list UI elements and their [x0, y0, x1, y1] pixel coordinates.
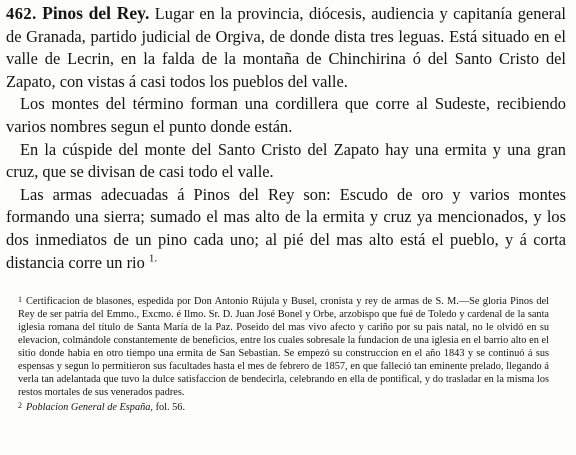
footnote-1-text: Certificacion de blasones, espedida por Don Antonio Rújula y Busel, cronista y rey de armas de S. M.—Se gloria Pinos del Rey de ser patria del Emmo., Excmo. é Ilmo. Sr. D. Juan José Bonel y Orbe, arzobispo que fué de Toledo y cardenal de la santa iglesia romana del título de Santa María de la Paz. Poseido del mas vivo afecto y cariño por su pais natal, no le olvidó en su elevacion, colmándole constantemente de beneficios, entre los cuales sobresale la fundacion de una iglesia en el barrio alto en el sitio donde habia en otro tiempo una ermita de San Sebastian. Se empezó su construccion en el año 1843 y se continuó á sus espensas y segun lo permitieron sus facultades hasta el mes de febrero de 1857, en que falleció tan eminente prelado, llegando á verla tan adelantada que tuvo la dulce satisfaccion de bendecirla, celebrando en ella de pontifical, y do trasladar en la misma los restos mortales de sus venerados padres. [18, 296, 549, 399]
footnote-1-mark: 1 [18, 295, 22, 304]
footnotes [18, 293, 549, 414]
entry-paragraph-4-text: Las armas adecuadas á Pinos del Rey son: Escudo de oro y varios montes formando una sierra; sumado el mas alto de la ermita y cruz ya mencionados, y los dos inmediatos de un pino cada uno; al pié del mas alto está el pueblo, y á corta distancia corre un rio [6, 184, 566, 272]
entry-number: 462. [6, 4, 37, 23]
entry-paragraph-1-text: Lugar en la provincia, diócesis, audiencia y capitanía general de Granada, partido judicial de Orgiva, de donde dista tres leguas. Está situado en el valle de Lecrin, en la falda de la montaña de Chinchirina ó del Santo Cristo del Zapato, con vistas á casi todos los pueblos del valle. [6, 4, 566, 91]
footnote-ref-1: 1. [148, 252, 158, 265]
footnote-1 [18, 293, 549, 399]
footnote-2-page: fol. 56. [155, 402, 186, 414]
entry-title: Pinos del Rey. [42, 3, 150, 23]
footnote-2-mark: 2 [18, 401, 22, 411]
entry-paragraph-2: Los montes del término forman una cordillera que corre al Sudeste, recibiendo varios nombres segun el punto donde están. [6, 94, 566, 136]
footnote-2-source: Poblacion General de España, [26, 402, 153, 414]
footnote-2 [18, 399, 549, 414]
entry-body [6, 2, 566, 274]
entry-paragraph-1 [6, 2, 566, 93]
entry-paragraph-3: En la cúspide del monte del Santo Cristo del Zapato hay una ermita y una gran cruz, que se divisan de casi todo el valle. [6, 139, 566, 182]
entry-paragraph-4 [6, 184, 566, 274]
